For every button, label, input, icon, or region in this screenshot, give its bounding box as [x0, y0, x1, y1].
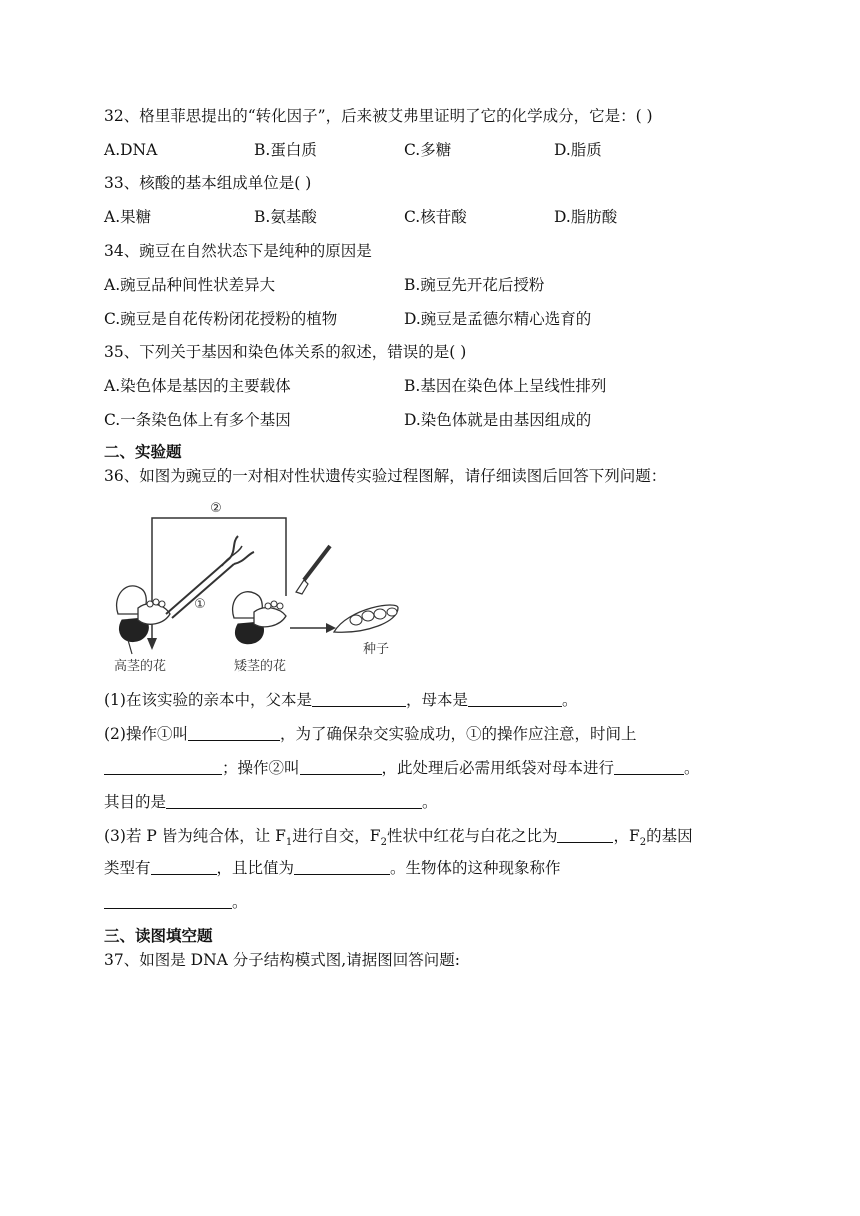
q36-part3-text-a: (3)若 P 皆为纯合体，让 F — [104, 827, 286, 845]
tall-flower-icon — [117, 586, 170, 654]
q33-option-d: D.脂肪酸 — [554, 208, 618, 226]
q36-part2-text-e: 。 — [684, 759, 700, 777]
q36-part3-text-d: ，F — [613, 827, 640, 845]
q36-part2-text-a: (2)操作①叫 — [104, 725, 188, 743]
brush-icon — [296, 546, 330, 594]
q36-part3-text-f: 类型有 — [104, 859, 151, 877]
q36-part2-text-f: 其目的是 — [104, 793, 167, 811]
q36-part1 — [104, 690, 578, 710]
q36-part2-line1 — [104, 724, 636, 744]
label-tall-flower: 高茎的花 — [113, 659, 167, 674]
q36-part2-line2 — [104, 758, 700, 778]
q36-part1-text-b: ，母本是 — [405, 691, 468, 709]
q36-part3-sub1: 1 — [285, 837, 293, 849]
answer-blank-ratio[interactable] — [557, 826, 613, 843]
q37-stem: 37、如图是 DNA 分子结构模式图,请据图回答问题: — [104, 951, 460, 969]
q36-part3-text-b: 进行自交，F — [292, 827, 381, 845]
step1-label: ① — [194, 597, 206, 612]
q32-option-d: D.脂质 — [554, 141, 602, 159]
label-short-flower: 矮茎的花 — [233, 659, 287, 674]
answer-blank-bagging[interactable] — [614, 758, 684, 775]
pea-cross-diagram — [104, 496, 404, 678]
q36-part3-text-h: 。生物体的这种现象称作 — [390, 859, 561, 877]
q32-option-a: A.DNA — [104, 141, 158, 159]
answer-blank-timing[interactable] — [104, 758, 222, 775]
answer-blank-genotypes[interactable] — [151, 858, 217, 875]
q34-option-b: B.豌豆先开花后授粉 — [404, 276, 545, 294]
q36-part3-text-c: 性状中红花与白花之比为 — [386, 827, 558, 845]
answer-blank-operation1[interactable] — [188, 724, 280, 741]
answer-blank-phenomenon[interactable] — [104, 892, 232, 909]
q35-stem: 35、下列关于基因和染色体关系的叙述，错误的是( ) — [104, 343, 467, 361]
answer-blank-genotype-ratio[interactable] — [294, 858, 390, 875]
q36-part3-text-g: ，且比值为 — [216, 859, 295, 877]
q33-stem: 33、核酸的基本组成单位是( ) — [104, 174, 312, 192]
q35-option-d: D.染色体就是由基因组成的 — [404, 411, 592, 429]
q36-part2-text-g: 。 — [422, 793, 438, 811]
q36-part3-text-e: 的基因 — [646, 827, 693, 845]
seed-pod-icon — [334, 605, 398, 632]
q36-part3-sub3: 2 — [639, 837, 647, 849]
q36-part3-text-i: 。 — [232, 893, 248, 911]
q36-part2-text-d: ，此处理后必需用纸袋对母本进行 — [381, 759, 615, 777]
q34-option-a: A.豌豆品种间性状差异大 — [104, 276, 276, 294]
q36-part1-text-a: (1)在该实验的亲本中，父本是 — [104, 691, 312, 709]
q33-option-b: B.氨基酸 — [254, 208, 317, 226]
q36-part2-text-b: ，为了确保杂交实验成功，①的操作应注意，时间上 — [279, 725, 637, 743]
q34-option-d: D.豌豆是孟德尔精心选育的 — [404, 310, 592, 328]
q35-option-c: C.一条染色体上有多个基因 — [104, 411, 291, 429]
answer-blank-operation2[interactable] — [300, 758, 382, 775]
q33-option-a: A.果糖 — [104, 208, 152, 226]
section-heading-figure: 三、读图填空题 — [104, 927, 213, 945]
q36-part2-line3 — [104, 792, 438, 812]
q32-option-b: B.蛋白质 — [254, 141, 317, 159]
q35-option-b: B.基因在染色体上呈线性排列 — [404, 377, 607, 395]
q36-part1-text-c: 。 — [561, 691, 578, 709]
q36-part3-line2 — [104, 858, 561, 878]
q36-part3-sub2: 2 — [380, 837, 387, 849]
short-flower-icon — [233, 592, 286, 644]
answer-blank-mother[interactable] — [468, 690, 562, 707]
section-heading-experiment: 二、实验题 — [104, 443, 182, 461]
q34-option-c: C.豌豆是自花传粉闭花授粉的植物 — [104, 310, 338, 328]
q32-stem: 32、格里菲思提出的“转化因子”，后来被艾弗里证明了它的化学成分，它是：( ) — [104, 107, 653, 125]
q36-part3-line1 — [104, 826, 693, 853]
answer-blank-purpose[interactable] — [166, 792, 422, 809]
q36-part3-line3 — [104, 892, 248, 912]
q34-stem: 34、豌豆在自然状态下是纯种的原因是 — [104, 242, 372, 260]
q35-option-a: A.染色体是基因的主要载体 — [104, 377, 291, 395]
q32-option-c: C.多糖 — [404, 141, 452, 159]
step2-label: ② — [210, 501, 222, 516]
label-seeds: 种子 — [362, 642, 390, 657]
q36-stem: 36、如图为豌豆的一对相对性状遗传实验过程图解，请仔细读图后回答下列问题： — [104, 467, 667, 485]
q33-option-c: C.核苷酸 — [404, 208, 467, 226]
q36-part2-text-c: ；操作②叫 — [222, 759, 300, 777]
step2-arrowhead — [147, 638, 157, 650]
answer-blank-father[interactable] — [312, 690, 406, 707]
